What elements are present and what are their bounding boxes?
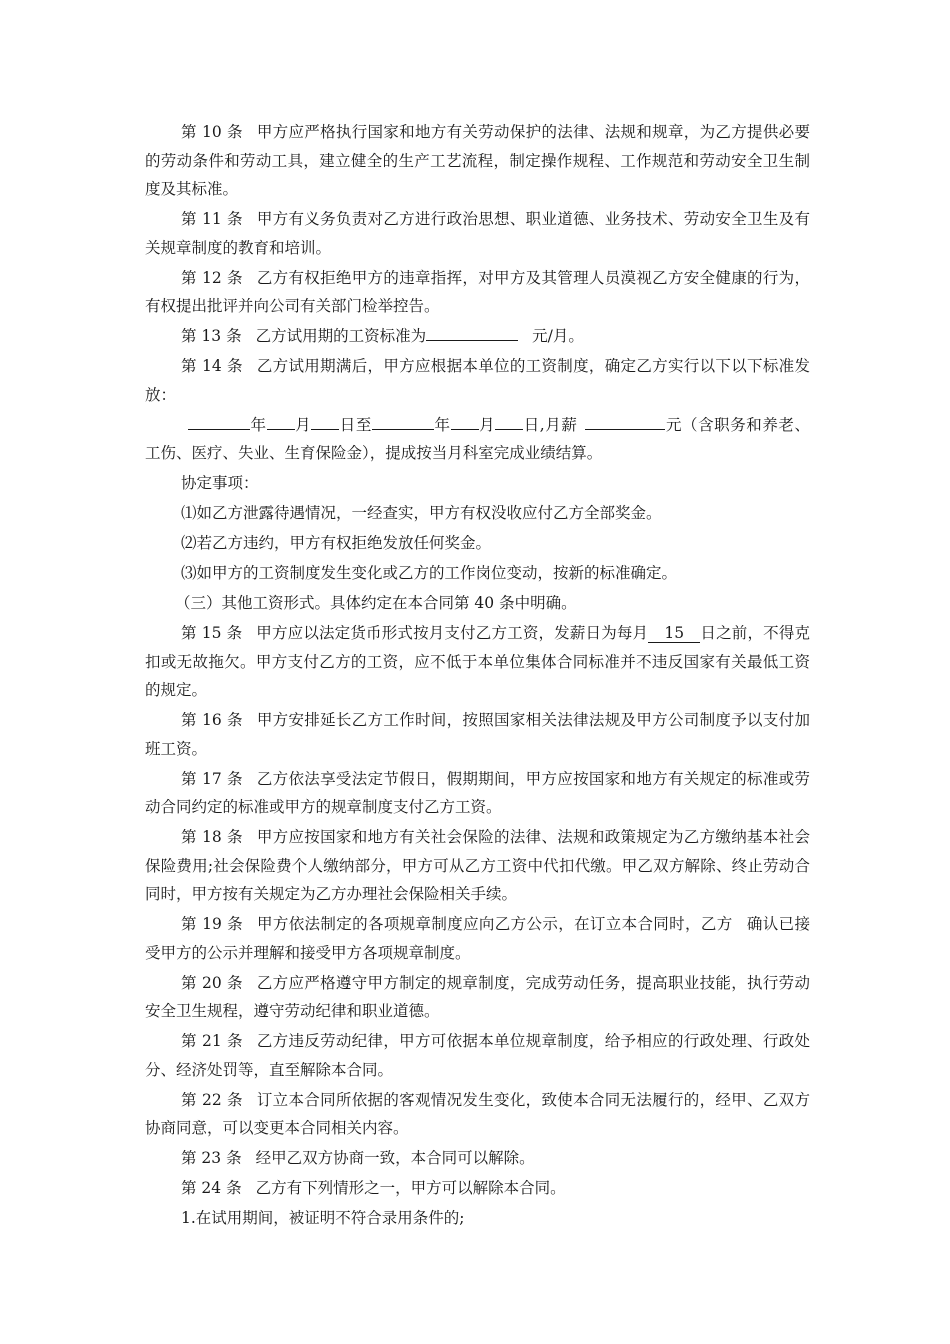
article-text: 确认已接受甲方的公示并理解和接受甲方各项规章制度。 — [145, 915, 810, 962]
article-number: 第 22 条 — [181, 1090, 243, 1109]
contract-page — [145, 118, 810, 1234]
article-number: 第 24 条 — [181, 1179, 242, 1197]
article-22 — [145, 1086, 810, 1143]
article-text: 乙方试用期的工资标准为 — [255, 327, 427, 345]
month-blank[interactable] — [451, 429, 479, 430]
salary-note: 元（含职务和养老、工伤、医疗、失业、生育保险金），提成按当月科室完成业绩结算。 — [145, 415, 810, 462]
article-11 — [145, 205, 810, 262]
article-14-period — [145, 411, 810, 468]
article-number: 第 18 条 — [181, 828, 243, 846]
article-23 — [145, 1144, 810, 1173]
article-24 — [145, 1174, 810, 1203]
agreement-item-3: ⑶如甲方的工资制度发生变化或乙方的工作岗位变动，按新的标准确定。 — [181, 564, 678, 582]
article-text: 订立本合同所依据的客观情况发生变化，致使本合同无法履行的，经甲、乙双方协商同意，可以变更本合同相关内容。 — [145, 1090, 810, 1137]
year-blank[interactable] — [372, 429, 434, 430]
article-number: 第 23 条 — [181, 1149, 242, 1167]
monthly-salary-blank[interactable] — [585, 429, 665, 430]
article-number: 第 19 条 — [181, 915, 243, 933]
other-wage-forms: （三）其他工资形式。具体约定在本合同第 40 条中明确。 — [175, 594, 577, 612]
article-text: 乙方有下列情形之一，甲方可以解除本合同。 — [255, 1179, 566, 1197]
pay-day-value[interactable]: 15 — [648, 624, 700, 643]
month-label: 月 — [294, 415, 312, 434]
article-text: 乙方违反劳动纪律，甲方可依据本单位规章制度，给予相应的行政处理、行政处分、经济处罚等，直至解除本合同。 — [145, 1032, 810, 1079]
article-14 — [145, 352, 810, 409]
article-text: 甲方应以法定货币形式按月支付乙方工资，发薪日为每月 — [256, 624, 649, 642]
article-16 — [145, 706, 810, 763]
article-text: 日之前，不得克扣或无故拖欠。甲方支付乙方的工资，应不低于本单位集体合同标准并不违反国家有关最低工资的规定。 — [145, 624, 810, 699]
article-text: 乙方有权拒绝甲方的违章指挥，对甲方及其管理人员漠视乙方安全健康的行为，有权提出批评并向公司有关部门检举控告。 — [145, 268, 810, 315]
article-text: 乙方试用期满后，甲方应根据本单位的工资制度，确定乙方实行以下以下标准发放： — [145, 357, 810, 404]
article-number: 第 17 条 — [181, 769, 243, 788]
salary-blank[interactable] — [426, 340, 518, 341]
article-number: 第 15 条 — [181, 624, 243, 642]
article-21 — [145, 1027, 810, 1084]
article-text: 经甲乙双方协商一致，本合同可以解除。 — [255, 1149, 535, 1167]
article-24-item-1: 1.在试用期间，被证明不符合录用条件的; — [181, 1209, 465, 1227]
agreement-item-2: ⑵若乙方违约，甲方有权拒绝发放任何奖金。 — [181, 534, 492, 552]
article-text: 乙方依法享受法定节假日，假期期间，甲方应按国家和地方有关规定的标准或劳动合同约定的标准或甲方的规章制度支付乙方工资。 — [145, 769, 810, 816]
article-19 — [145, 910, 810, 967]
month-label: 月 — [478, 415, 496, 434]
article-text: 甲方应严格执行国家和地方有关劳动保护的法律、法规和规章，为乙方提供必要的劳动条件和劳动工具，建立健全的生产工艺流程，制定操作规程、工作规范和劳动安全卫生制度及其标准。 — [145, 123, 810, 198]
article-text: 乙方应严格遵守甲方制定的规章制度，完成劳动任务，提高职业技能，执行劳动安全卫生规程，遵守劳动纪律和职业道德。 — [145, 973, 810, 1020]
article-text: 甲方安排延长乙方工作时间，按照国家相关法律法规及甲方公司制度予以支付加班工资。 — [145, 711, 810, 758]
day-label: 日至 — [339, 415, 372, 434]
article-text: 甲方应按国家和地方有关社会保险的法律、法规和政策规定为乙方缴纳基本社会保险费用;社会保险费个人缴纳部分，甲方可从乙方工资中代扣代缴。甲乙双方解除、终止劳动合同时，甲方按有关规定为乙方办理社会保险相关手续。 — [145, 828, 810, 903]
article-number: 第 13 条 — [181, 327, 242, 345]
year-label: 年 — [433, 415, 451, 434]
article-13 — [145, 322, 810, 351]
article-number: 第 20 条 — [181, 973, 243, 992]
article-number: 第 16 条 — [181, 711, 243, 729]
article-text: 元/月。 — [532, 327, 584, 345]
article-number: 第 21 条 — [181, 1032, 243, 1050]
day-blank[interactable] — [311, 429, 339, 430]
day-blank[interactable] — [495, 429, 523, 430]
day-label: 日,月薪 — [523, 415, 578, 434]
article-number: 第 11 条 — [181, 210, 243, 228]
agreement-title: 协定事项： — [181, 474, 259, 492]
year-label: 年 — [250, 415, 267, 434]
article-number: 第 12 条 — [181, 268, 243, 287]
article-number: 第 10 条 — [181, 123, 243, 141]
article-text: 甲方有义务负责对乙方进行政治思想、职业道德、业务技术、劳动安全卫生及有关规章制度的教育和培训。 — [145, 210, 810, 257]
article-number: 第 14 条 — [181, 357, 243, 375]
month-blank[interactable] — [267, 429, 295, 430]
article-15 — [145, 619, 810, 705]
article-text: 甲方依法制定的各项规章制度应向乙方公示，在订立本合同时，乙方 — [257, 915, 733, 933]
article-17 — [145, 765, 810, 822]
article-20 — [145, 969, 810, 1026]
article-18 — [145, 823, 810, 909]
article-12 — [145, 264, 810, 321]
year-blank[interactable] — [188, 429, 250, 430]
article-10 — [145, 118, 810, 204]
agreement-item-1: ⑴如乙方泄露待遇情况，一经查实，甲方有权没收应付乙方全部奖金。 — [181, 504, 662, 522]
